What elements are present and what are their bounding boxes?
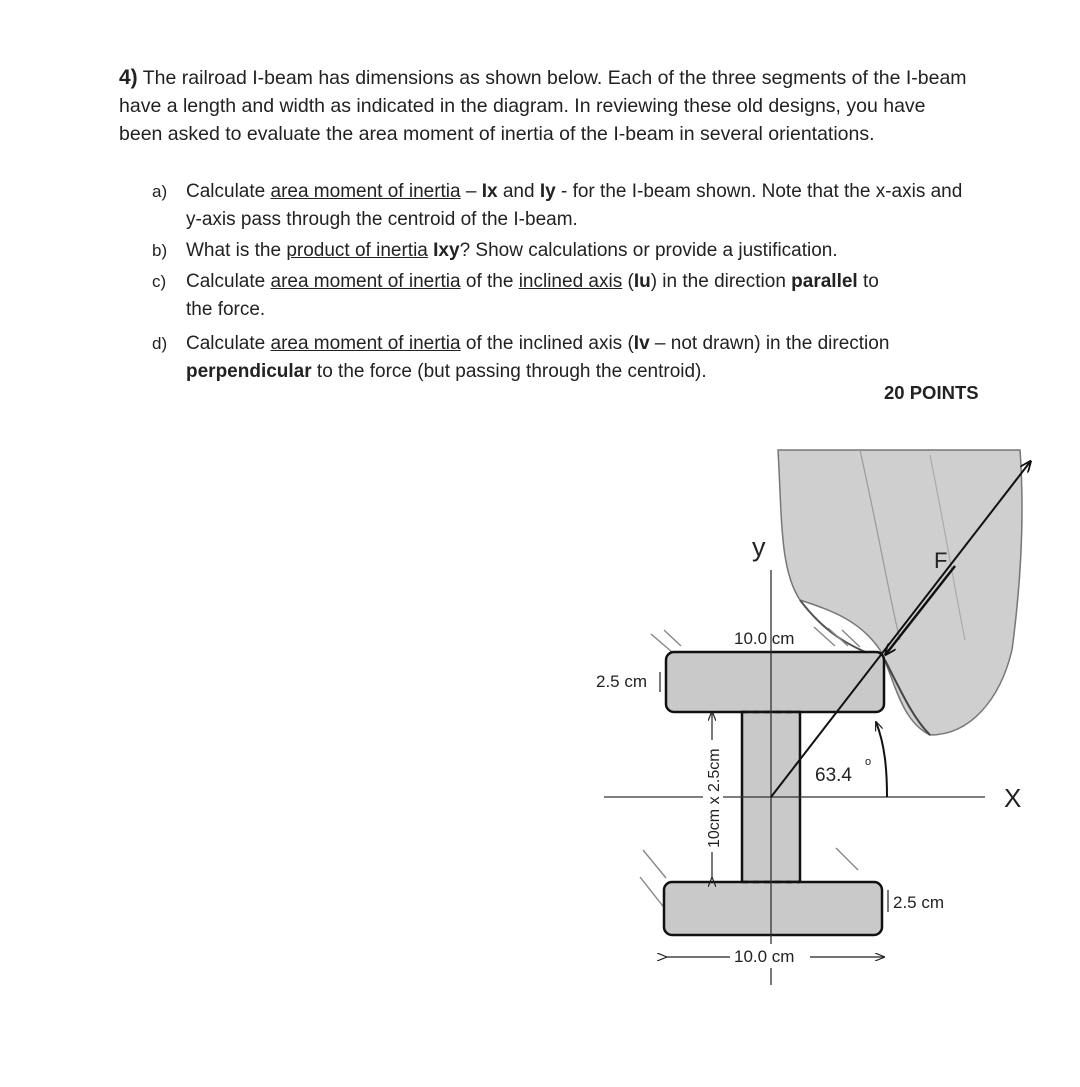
- question-a-term: area moment of inertia: [270, 181, 461, 202]
- bottom-flange: [664, 882, 882, 935]
- parallel-word: parallel: [791, 271, 858, 292]
- top-width-label: 10.0 cm: [734, 629, 795, 648]
- question-a-label: a): [152, 182, 168, 201]
- question-d-text-3: – not drawn) in the direction: [649, 333, 890, 354]
- question-d-term: area moment of inertia: [270, 333, 461, 354]
- question-c-label: c): [152, 272, 167, 291]
- x-axis-label: X: [1004, 783, 1022, 813]
- question-b-term: product of inertia: [286, 240, 428, 261]
- problem-intro: The railroad I-beam has dimensions as shown below. Each of the three segments of the I-beam have a length and width as indicated in the diagram. In reviewing these old designs, you have been asked to evaluate the area moment of inertia of the I-beam in several orientations.: [119, 67, 967, 145]
- web-dimension-label: 10cm x 2.5cm: [706, 748, 723, 848]
- bottom-thickness-label: 2.5 cm: [893, 893, 945, 912]
- question-b-text-3: ? Show calculations or provide a justification.: [459, 240, 838, 261]
- question-c-text-5: to the force.: [186, 271, 879, 320]
- top-thickness-label: 2.5 cm: [596, 672, 648, 691]
- question-a-text-1: Calculate: [186, 181, 271, 202]
- points-label: 20 POINTS: [884, 382, 979, 403]
- question-c-text-2: of the: [460, 271, 519, 292]
- question-c-text-4: ) in the direction: [650, 271, 792, 292]
- iv-symbol: Iv: [633, 333, 650, 354]
- iu-symbol: Iu: [633, 271, 651, 292]
- ix-symbol: Ix: [481, 181, 498, 202]
- perpendicular-word: perpendicular: [186, 361, 312, 382]
- bottom-width-label: 10.0 cm: [734, 947, 795, 966]
- top-flange: [666, 652, 884, 712]
- question-c-term: area moment of inertia: [270, 271, 461, 292]
- question-c-text-3: (: [622, 271, 634, 292]
- ixy-symbol: Ixy: [433, 240, 460, 261]
- question-d-text-4: to the force (but passing through the centroid).: [311, 361, 707, 382]
- iy-symbol: Iy: [539, 181, 556, 202]
- force-label: F: [934, 548, 948, 573]
- question-d-label: d): [152, 334, 168, 353]
- problem-number: 4): [119, 66, 138, 89]
- question-c-text-1: Calculate: [186, 271, 271, 292]
- y-axis-label: y: [752, 532, 766, 562]
- question-b-label: b): [152, 241, 168, 260]
- question-b-text-1: What is the: [186, 240, 287, 261]
- question-c-term-2: inclined axis: [518, 271, 623, 292]
- question-d-text-2: of the inclined axis (: [460, 333, 634, 354]
- angle-label: 63.4: [815, 765, 852, 786]
- question-a-text-3: and: [497, 181, 540, 202]
- question-a-text-2: –: [460, 181, 482, 202]
- degree-symbol: o: [865, 756, 872, 768]
- angle-arc: [876, 722, 887, 797]
- question-d-text-1: Calculate: [186, 333, 271, 354]
- question-a-text-4: - for the I-beam shown. Note that the x-axis and y-axis pass through the centroid of the I-beam.: [186, 181, 963, 230]
